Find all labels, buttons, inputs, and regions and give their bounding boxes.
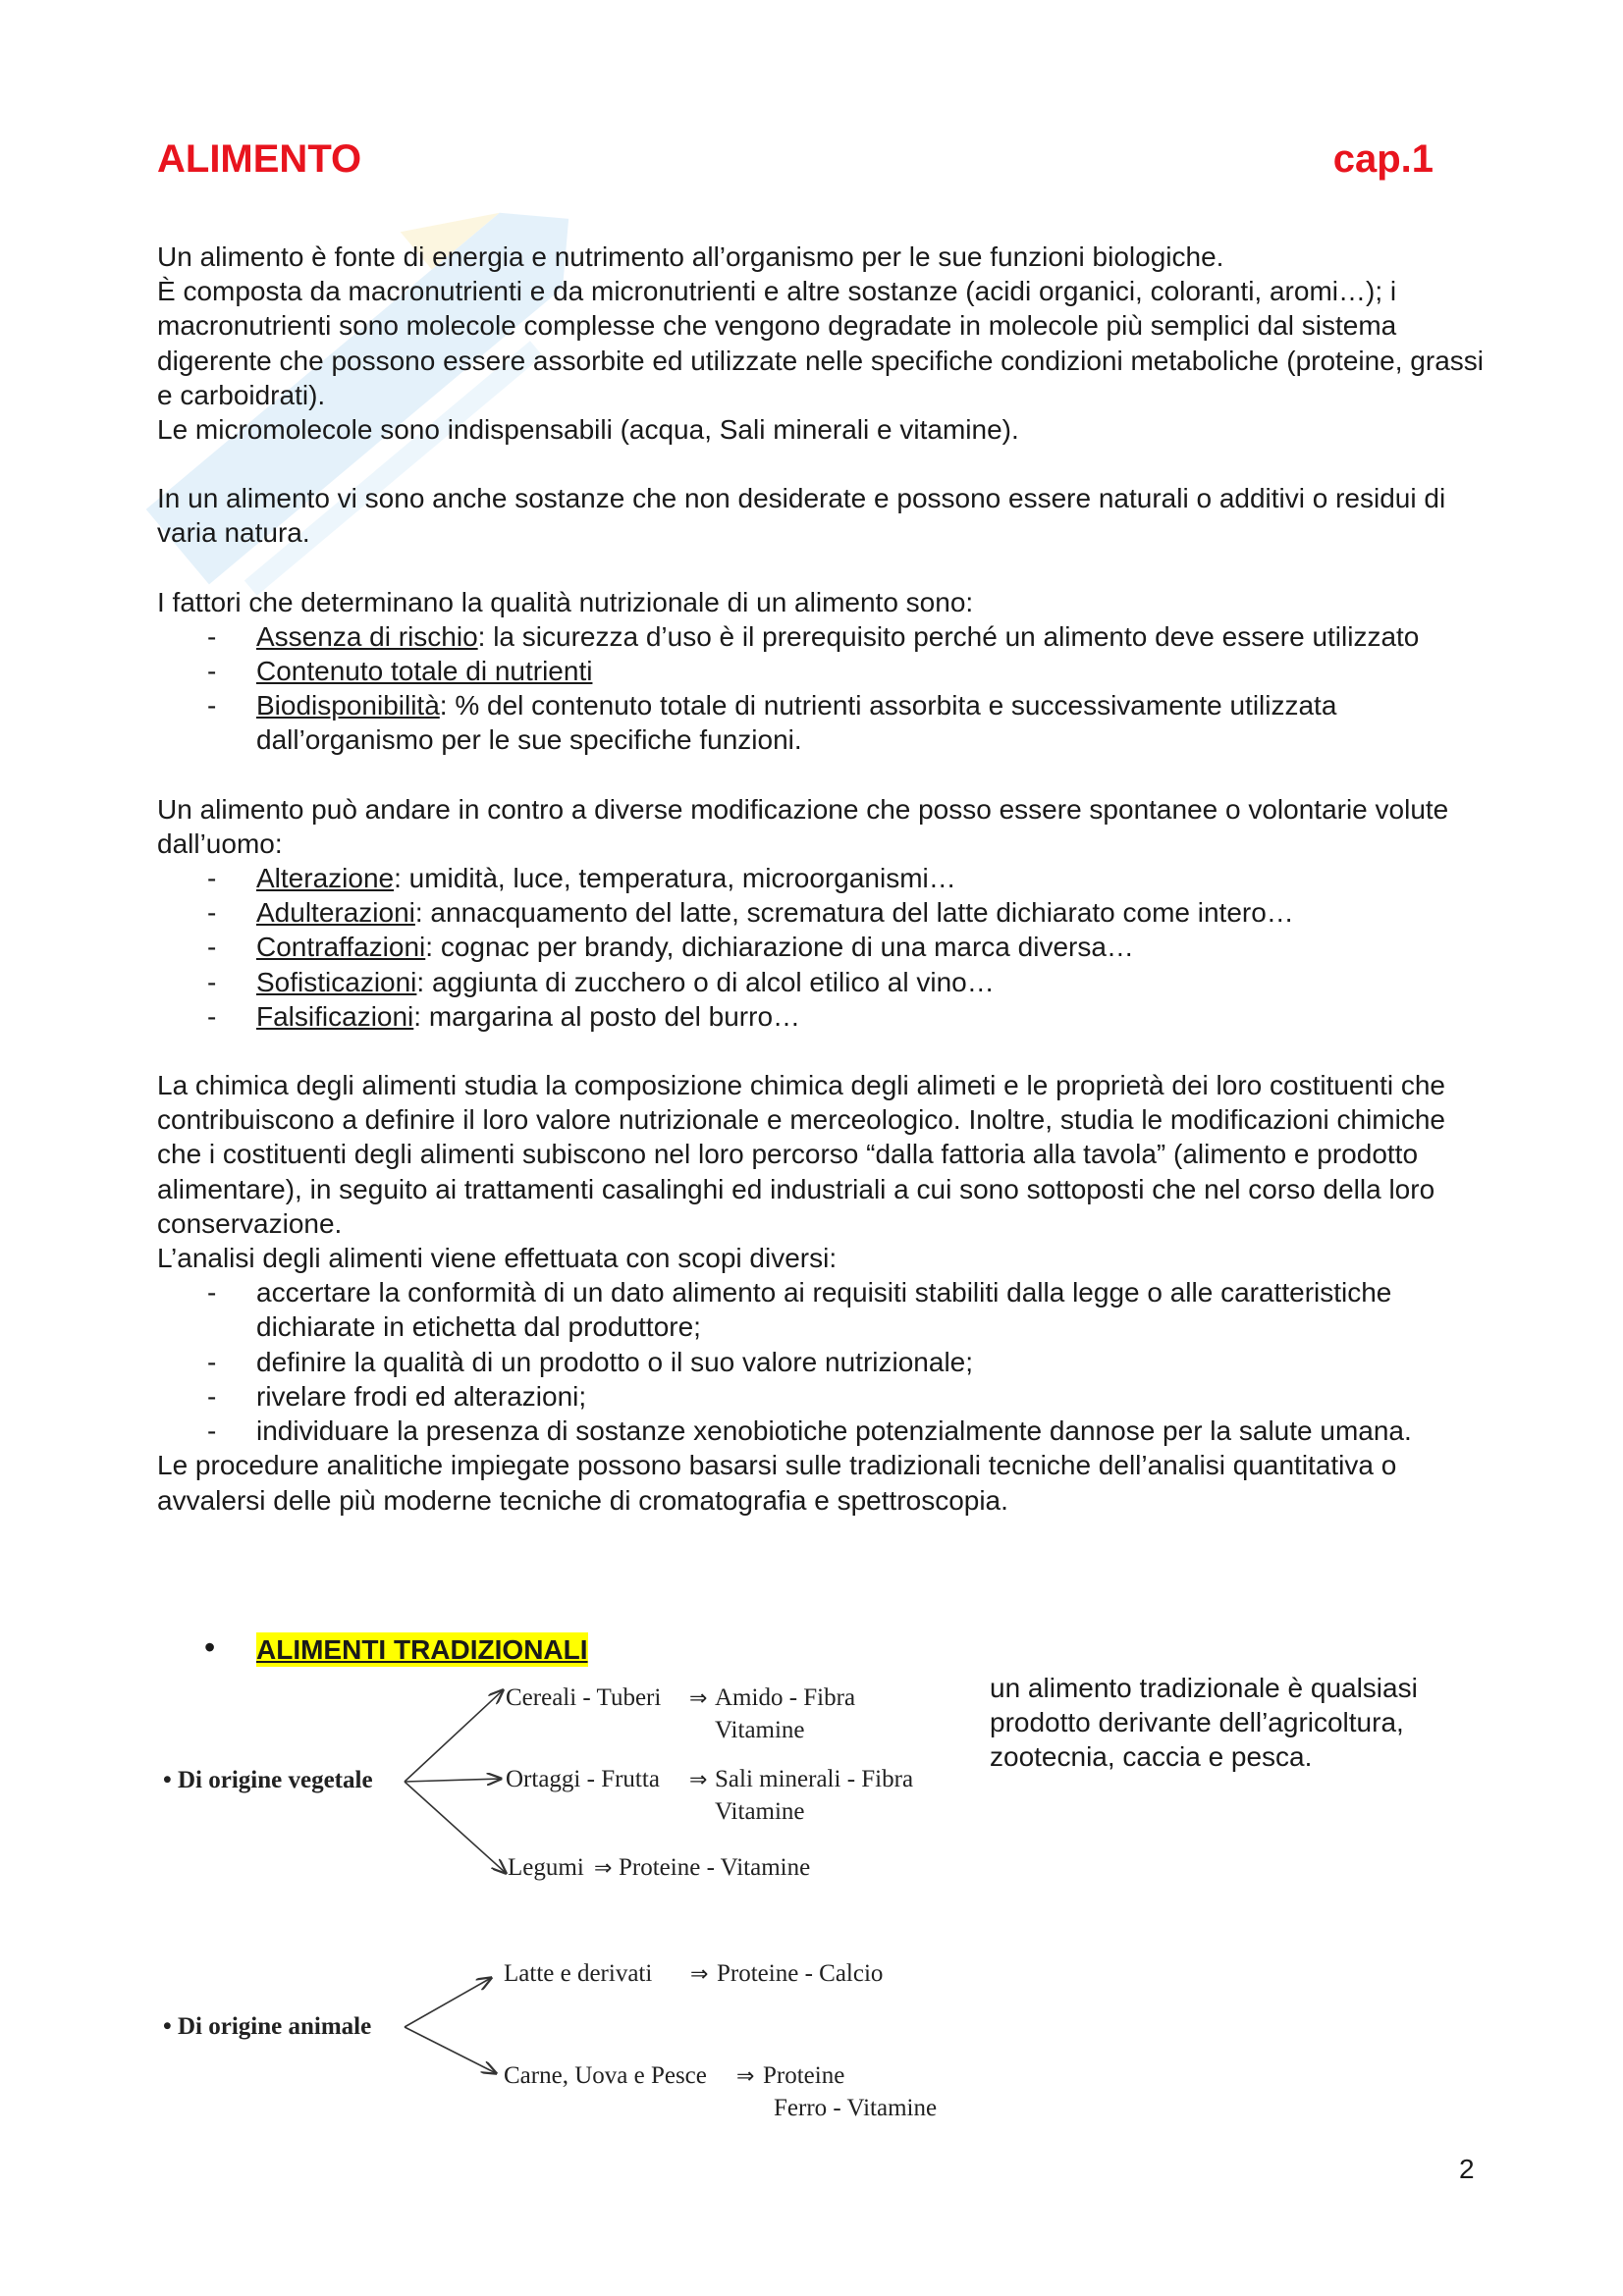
list-item: - Contraffazioni: cognac per brandy, dichiarazione di una marca diversa…: [207, 932, 1134, 963]
chemistry-paragraph-2: L’analisi degli alimenti viene effettuata con scopi diversi:: [157, 1243, 838, 1274]
list-item: - Adulterazioni: annacquamento del latte, scrematura del latte dichiarato come intero…: [207, 897, 1294, 929]
branch-result: Amido - Fibra: [715, 1684, 856, 1711]
intro-paragraph-4: In un alimento vi sono anche sostanze che non desiderate e possono essere naturali o additivi o residui di varia natura.: [157, 483, 1446, 549]
page-title: ALIMENTO: [157, 137, 362, 181]
chemistry-paragraph-3: Le procedure analitiche impiegate possono basarsi sulle tradizionali tecniche dell’analisi quantitativa o avvalersi delle più moderne tecniche di cromatografia e spettroscopia.: [157, 1450, 1397, 1516]
vegetal-origin-label: • Di origine vegetale: [163, 1767, 373, 1793]
branch-source: Carne, Uova e Pesce: [504, 2062, 707, 2089]
list-item: - accertare la conformità di un dato alimento ai requisiti stabiliti dalla legge o alle caratteristiche dichiarate in etichetta dal produttore;: [207, 1277, 1392, 1343]
branch-result: Proteine - Calcio: [717, 1960, 884, 1987]
list-item-text: : aggiunta di zucchero o di alcol etilico al vino…: [416, 966, 995, 997]
quality-lead: I fattori che determinano la qualità nutrizionale di un alimento sono:: [157, 586, 974, 617]
intro-paragraph-3: Le micromolecole sono indispensabili (acqua, Sali minerali e vitamine).: [157, 414, 1019, 446]
intro-paragraph-2: È composta da macronutrienti e da micronutrienti e altre sostanze (acidi organici, coloranti, aromi…); i macronutrienti sono molecole complesse che vengono degradate in molecole più semplici dal sistema digerente che possono essere assorbite ed utilizzate nelle specifiche condizioni metaboliche (proteine, grassi e carboidrati).: [157, 276, 1484, 410]
arrow-icon: ⇒: [736, 2064, 755, 2089]
list-item-text: individuare la presenza di sostanze xenobiotiche potenzialmente dannose per la salute umana.: [256, 1415, 1412, 1447]
list-item: - Contenuto totale di nutrienti: [207, 656, 593, 687]
list-item: - Biodisponibilità: % del contenuto totale di nutrienti assorbita e successivamente utilizzata dall’organismo per le sue specifiche funzioni.: [207, 690, 1337, 756]
list-item-text: : margarina al posto del burro…: [413, 1000, 801, 1032]
page-header: [157, 137, 1434, 196]
branch-result: Sali minerali - Fibra: [715, 1766, 914, 1792]
list-item-term: Adulterazioni: [256, 897, 415, 929]
page-number: 2: [1459, 2154, 1475, 2184]
list-item-term: Alterazione: [256, 863, 395, 894]
branch-source: Ortaggi - Frutta: [506, 1766, 660, 1792]
chapter-label: cap.1: [1332, 137, 1434, 181]
branch-result: Ferro - Vitamine: [774, 2095, 938, 2121]
branch-result: Vitamine: [715, 1717, 805, 1743]
traditional-foods-diagram: [147, 1669, 982, 2140]
modifications-list: [157, 861, 1488, 1034]
list-item: - Sofisticazioni: aggiunta di zucchero o di alcol etilico al vino…: [207, 966, 995, 997]
branch-result: Proteine: [763, 2062, 845, 2089]
branch-result: Proteine - Vitamine: [619, 1854, 811, 1881]
list-item-text: rivelare frodi ed alterazioni;: [256, 1380, 587, 1412]
quality-list: [157, 619, 1488, 758]
list-item-text: : annacquamento del latte, scrematura del latte dichiarato come intero…: [414, 897, 1294, 929]
arrow-icon: ⇒: [594, 1856, 613, 1881]
intro-paragraph-1: Un alimento è fonte di energia e nutrimento all’organismo per le sue funzioni biologiche.: [157, 241, 1224, 272]
list-item-term: Contenuto totale di nutrienti: [256, 656, 593, 687]
chemistry-paragraph-1: La chimica degli alimenti studia la composizione chimica degli alimeti e le proprietà dei loro costituenti che contribuiscono a definire il loro valore nutrizionale e merceologico. Inoltre, studia le modificazioni chimiche che i costituenti degli alimenti subiscono nel loro percorso “dalla fattoria alla tavola” (alimento e prodotto alimentare), in seguito ai trattamenti casalinghi ed industriali a cui sono sottoposti che nel corso della loro conservazione.: [157, 1070, 1445, 1239]
list-item-term: Contraffazioni: [256, 932, 426, 963]
branch-result: Vitamine: [715, 1798, 805, 1825]
list-item-term: Assenza di rischio: [256, 620, 478, 652]
list-item-term: Biodisponibilità: [256, 690, 440, 721]
list-item-text: : cognac per brandy, dichiarazione di una marca diversa…: [425, 932, 1134, 963]
list-item: - Alterazione: umidità, luce, temperatura, microorganismi…: [207, 863, 956, 894]
branch-source: Cereali - Tuberi: [506, 1684, 662, 1711]
bullet-icon: •: [204, 1629, 216, 1665]
modifications-lead: Un alimento può andare in contro a diverse modificazione che posso essere spontanee o volontarie volute dall’uomo:: [157, 793, 1449, 859]
list-item-term: Falsificazioni: [256, 1000, 414, 1032]
traditional-food-definition: un alimento tradizionale è qualsiasi prodotto derivante dell’agricoltura, zootecnia, caccia e pesca.: [990, 1673, 1418, 1773]
list-item: - Falsificazioni: margarina al posto del burro…: [207, 1000, 801, 1032]
list-item-text: : umidità, luce, temperatura, microorganismi…: [394, 863, 956, 894]
list-item: - definire la qualità di un prodotto o il suo valore nutrizionale;: [207, 1346, 974, 1377]
animal-origin-label: • Di origine animale: [163, 2013, 372, 2040]
branch-source: Legumi: [508, 1854, 584, 1881]
list-item-text: definire la qualità di un prodotto o il suo valore nutrizionale;: [256, 1346, 974, 1377]
document-body: [157, 240, 1488, 1518]
list-item: - Assenza di rischio: la sicurezza d’uso è il prerequisito perché un alimento deve essere utilizzato: [207, 620, 1420, 652]
section-heading: ALIMENTI TRADIZIONALI: [256, 1634, 588, 1665]
list-item-text: : la sicurezza d’uso è il prerequisito perché un alimento deve essere utilizzato: [477, 620, 1420, 652]
list-item: - rivelare frodi ed alterazioni;: [207, 1380, 587, 1412]
arrow-icon: ⇒: [689, 1768, 708, 1792]
list-item-text: accertare la conformità di un dato alimento ai requisiti stabiliti dalla legge o alle caratteristiche dichiarate in etichetta dal produttore;: [256, 1277, 1392, 1343]
list-item-term: Sofisticazioni: [256, 966, 417, 997]
arrow-icon: ⇒: [690, 1962, 709, 1987]
analysis-purposes-list: [157, 1275, 1488, 1448]
branch-source: Latte e derivati: [504, 1960, 653, 1987]
list-item: - individuare la presenza di sostanze xenobiotiche potenzialmente dannose per la salute umana.: [207, 1415, 1412, 1447]
list-item-text: : % del contenuto totale di nutrienti assorbita e successivamente utilizzata dall’organismo per le sue specifiche funzioni.: [256, 690, 1337, 756]
arrow-icon: ⇒: [689, 1686, 708, 1711]
